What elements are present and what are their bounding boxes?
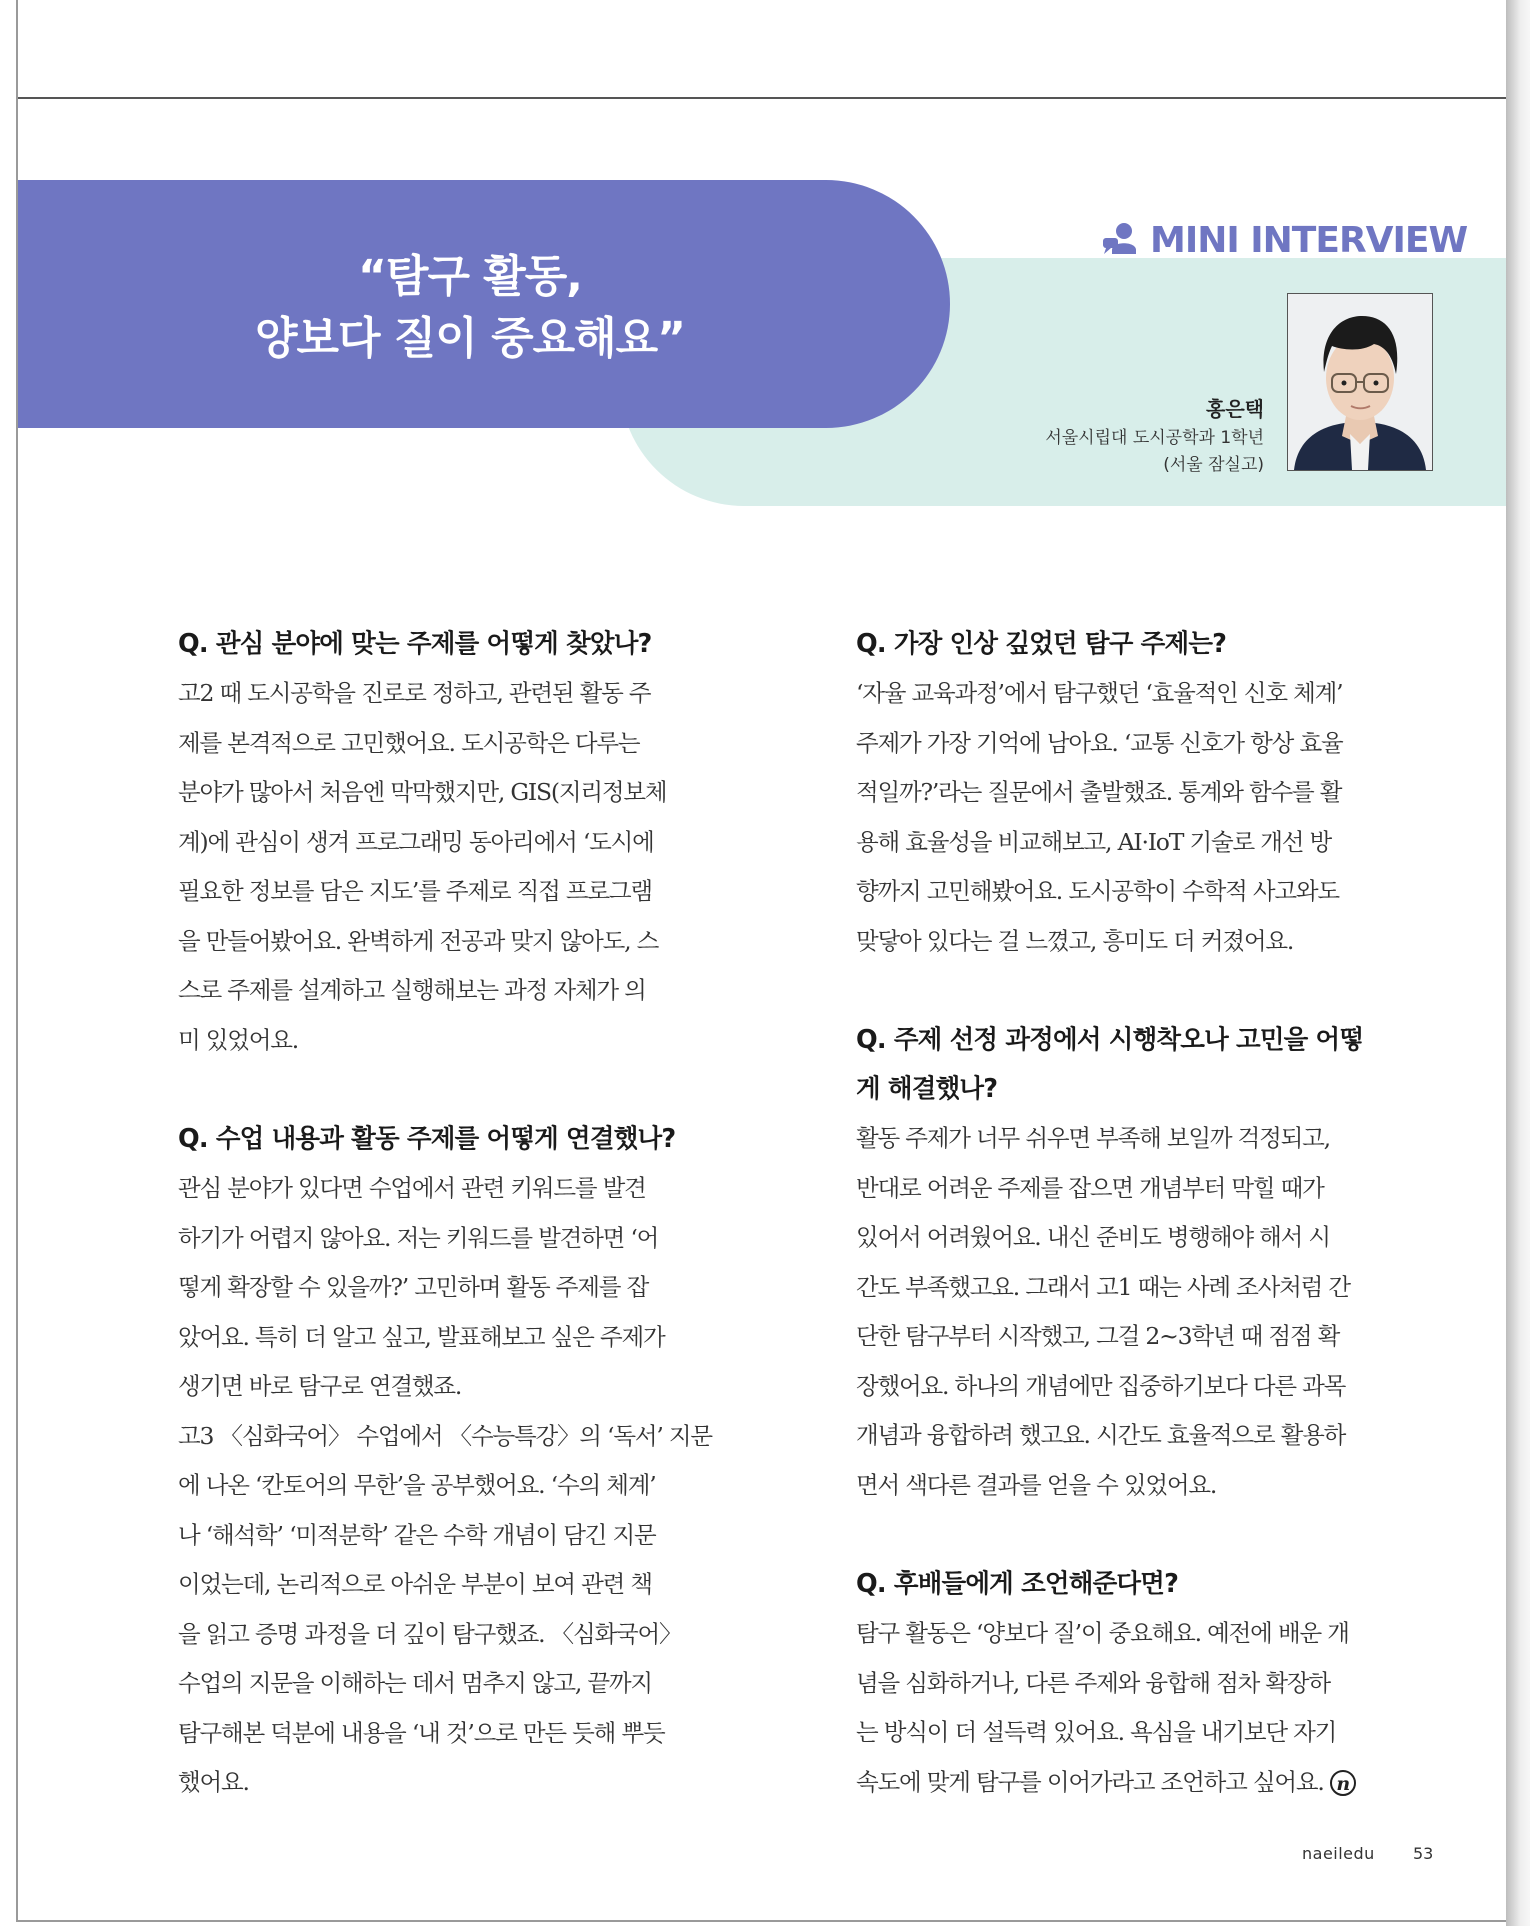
answer-1-line: 필요한 정보를 담은 지도’를 주제로 직접 프로그램	[178, 877, 652, 905]
interview-icon	[1100, 220, 1140, 260]
answer-4-line: 있어서 어려웠어요. 내신 준비도 병행해야 해서 시	[856, 1223, 1330, 1251]
answer-4-line: 개념과 융합하려 했고요. 시간도 효율적으로 활용하	[856, 1421, 1346, 1449]
footer-site-name: naeiledu	[1302, 1844, 1375, 1863]
article-title-line2: 양보다 질이 중요해요”	[254, 313, 686, 364]
answer-2-line: 았어요. 특히 더 알고 싶고, 발표해보고 싶은 주제가	[178, 1322, 665, 1351]
question-1: Q. 관심 분야에 맞는 주제를 어떻게 찾았나?	[178, 629, 652, 659]
page-number: 53	[1413, 1844, 1434, 1863]
answer-5-line: 탐구 활동은 ‘양보다 질’이 중요해요. 예전에 배운 개	[856, 1619, 1349, 1647]
answer-5-line: 념을 심화하거나, 다른 주제와 융합해 점차 확장하	[856, 1668, 1330, 1697]
section-label: MINI INTERVIEW	[1150, 219, 1468, 261]
section-header	[1100, 218, 1467, 262]
answer-2-line: 하기가 어렵지 않아요. 저는 키워드를 발견하면 ‘어	[178, 1223, 659, 1252]
answer-1-line: 스로 주제를 설계하고 실행해보는 과정 자체가 의	[178, 976, 646, 1004]
right-column	[856, 620, 1430, 1807]
answer-1-line: 분야가 많아서 처음엔 막막했지만, GIS(지리정보체	[178, 778, 667, 806]
answer-2-line: 고3 〈심화국어〉 수업에서 〈수능특강〉의 ‘독서’ 지문	[178, 1421, 712, 1450]
answer-5-line: 는 방식이 더 설득력 있어요. 욕심을 내기보단 자기	[856, 1718, 1337, 1746]
interviewee-photo	[1287, 293, 1433, 471]
answer-5-last-text: 속도에 맞게 탐구를 이어가라고 조언하고 싶어요.	[856, 1767, 1324, 1796]
question-3: Q. 가장 인상 깊었던 탐구 주제는?	[856, 629, 1227, 659]
answer-2-line: 에 나온 ‘칸토어의 무한’을 공부했어요. ‘수의 체계’	[178, 1471, 656, 1499]
answer-1-line: 제를 본격적으로 고민했어요. 도시공학은 다루는	[178, 728, 640, 757]
question-4-line1: Q. 주제 선정 과정에서 시행착오나 고민을 어떻	[856, 1025, 1364, 1055]
article-title	[200, 246, 740, 370]
answer-2-line: 했어요.	[178, 1768, 249, 1796]
answer-2-line: 관심 분야가 있다면 수업에서 관련 키워드를 발견	[178, 1174, 646, 1202]
answer-5-line-last	[856, 1758, 1430, 1808]
answer-1-line: 고2 때 도시공학을 진로로 정하고, 관련된 활동 주	[178, 679, 651, 707]
question-2: Q. 수업 내용과 활동 주제를 어떻게 연결했나?	[178, 1124, 676, 1154]
answer-1-line: 계)에 관심이 생겨 프로그래밍 동아리에서 ‘도시에	[178, 827, 654, 856]
answer-3-line: 향까지 고민해봤어요. 도시공학이 수학적 사고와도	[856, 877, 1339, 905]
interviewee-highschool: (서울 잠실고)	[1163, 455, 1264, 475]
article-title-line1: “탐구 활동,	[358, 251, 582, 302]
answer-3-line: 맞닿아 있다는 걸 느꼈고, 흥미도 더 커졌어요.	[856, 926, 1294, 955]
answer-2-line: 수업의 지문을 이해하는 데서 멈추지 않고, 끝까지	[178, 1669, 652, 1697]
answer-2-line: 을 읽고 증명 과정을 더 깊이 탐구했죠. 〈심화국어〉	[178, 1619, 682, 1648]
answer-2-line: 이었는데, 논리적으로 아쉬운 부분이 보여 관련 책	[178, 1570, 652, 1598]
question-4-line2: 게 해결했나?	[856, 1074, 998, 1104]
answer-1-line: 미 있었어요.	[178, 1025, 299, 1054]
top-rule	[18, 97, 1506, 99]
answer-2-line: 나 ‘해석학’ ‘미적분학’ 같은 수학 개념이 담긴 지문	[178, 1520, 656, 1549]
answer-4-line: 반대로 어려운 주제를 잡으면 개념부터 막힐 때가	[856, 1173, 1324, 1202]
interviewee-school: 서울시립대 도시공학과 1학년	[1045, 428, 1264, 448]
answer-3-line: 적일까?’라는 질문에서 출발했죠. 통계와 함수를 활	[856, 778, 1342, 806]
portrait-illustration	[1288, 294, 1432, 470]
left-column	[178, 620, 752, 1808]
page-edge-shadow	[1506, 0, 1530, 1926]
answer-1-line: 을 만들어봤어요. 완벽하게 전공과 맞지 않아도, 스	[178, 926, 659, 955]
answer-4-line: 면서 색다른 결과를 얻을 수 있었어요.	[856, 1470, 1217, 1499]
answer-3-line: 용해 효율성을 비교해보고, AI·IoT 기술로 개선 방	[856, 827, 1332, 856]
answer-3-line: 주제가 가장 기억에 남아요. ‘교통 신호가 항상 효율	[856, 728, 1343, 757]
answer-4-line: 단한 탐구부터 시작했고, 그걸 2~3학년 때 점점 확	[856, 1322, 1340, 1350]
answer-4-line: 장했어요. 하나의 개념에만 집중하기보다 다른 과목	[856, 1371, 1346, 1400]
answer-2-line: 떻게 확장할 수 있을까?’ 고민하며 활동 주제를 잡	[178, 1273, 649, 1301]
end-mark-icon: n	[1330, 1770, 1356, 1796]
question-5: Q. 후배들에게 조언해준다면?	[856, 1569, 1179, 1599]
interviewee-name: 홍은택	[1206, 397, 1264, 421]
answer-4-line: 간도 부족했고요. 그래서 고1 때는 사례 조사처럼 간	[856, 1272, 1350, 1301]
answer-2-line: 탐구해본 덕분에 내용을 ‘내 것’으로 만든 듯해 뿌듯	[178, 1718, 665, 1747]
answer-2-line: 생기면 바로 탐구로 연결했죠.	[178, 1372, 462, 1400]
answer-4-line: 활동 주제가 너무 쉬우면 부족해 보일까 걱정되고,	[856, 1124, 1330, 1152]
answer-3-line: ‘자율 교육과정’에서 탐구했던 ‘효율적인 신호 체계’	[856, 679, 1343, 707]
